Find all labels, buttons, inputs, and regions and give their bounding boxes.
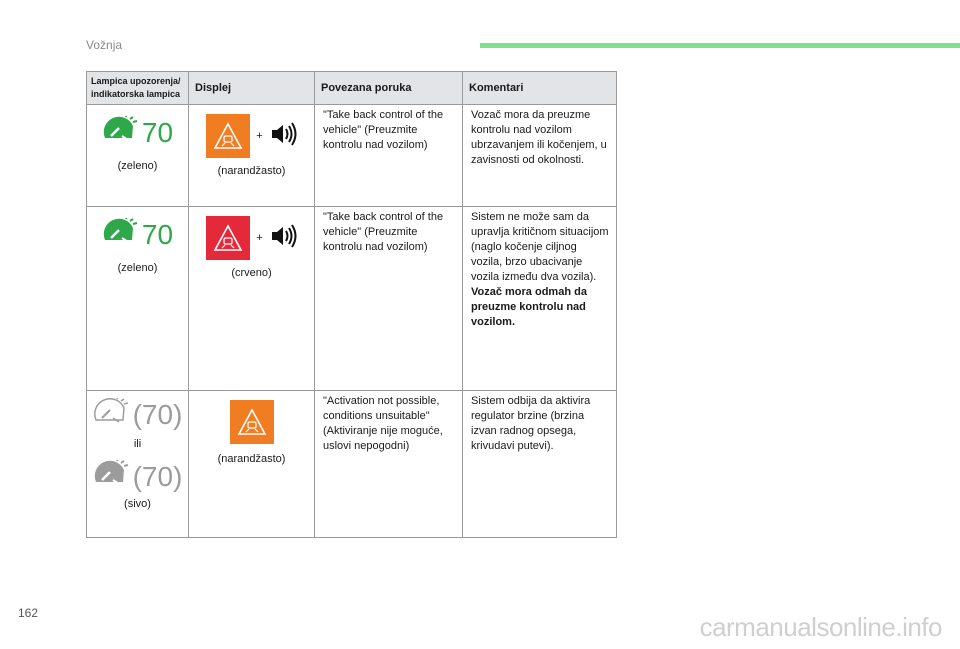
display-cell: [189, 207, 315, 391]
watermark: carmanualsonline.info: [699, 612, 942, 642]
section-divider-bar: [480, 43, 960, 48]
table-header-row: [87, 72, 617, 105]
warning-lamps-table: [86, 71, 617, 538]
plus-sign: +: [256, 129, 263, 142]
header-comments: Komentari: [463, 72, 617, 105]
speedometer-icon: [102, 116, 138, 149]
page-number: 162: [18, 606, 39, 620]
display-color-label: (narandžasto): [217, 165, 286, 177]
comment-cell: Vozač mora da preuzme kontrolu nad vozilom ubrzavanjem ili kočenjem, u zavisnosti od okolnosti.: [463, 105, 617, 207]
comment-bold-text: Vozač mora odmah da preuzme kontrolu nad vozilom.: [471, 286, 587, 328]
message-cell: "Take back control of the vehicle" (Preuzmite kontrolu nad vozilom): [315, 207, 463, 391]
header-display: Displej: [189, 72, 315, 105]
display-cell: [189, 391, 315, 538]
message-cell: "Activation not possible, conditions unsuitable" (Aktiviranje nije moguće, uslovi nepogodni): [315, 391, 463, 538]
lamp-color-label: (sivo): [124, 498, 151, 510]
display-color-label: (narandžasto): [217, 453, 286, 465]
speed-value: 70: [141, 219, 174, 250]
message-cell: "Take back control of the vehicle" (Preuzmite kontrolu nad vozilom): [315, 105, 463, 207]
speed-value: 70: [141, 117, 174, 148]
lamp-cell: [87, 391, 189, 538]
speed-value: (70): [132, 399, 183, 430]
plus-sign: +: [256, 231, 263, 244]
speedometer-icon: [93, 460, 129, 493]
header-message: Povezana poruka: [315, 72, 463, 105]
table-row: [87, 105, 617, 207]
table-row: [87, 207, 617, 391]
sound-icon: [269, 120, 297, 153]
speed-value: (70): [132, 461, 183, 492]
comment-cell: Sistem odbija da aktivira regulator brzine (brzina izvan radnog opsega, krivudavi putevi).: [463, 391, 617, 538]
lamp-color-label: (zeleno): [117, 262, 158, 274]
or-label: ili: [133, 438, 142, 450]
lane-warning-icon: [230, 400, 274, 444]
sound-icon: [269, 222, 297, 255]
speedometer-outline-icon: [93, 398, 129, 431]
lane-warning-icon: [206, 216, 250, 260]
lamp-cell: [87, 105, 189, 207]
lamp-color-label: (zeleno): [117, 160, 158, 172]
section-title: Vožnja: [86, 38, 123, 52]
header-lamp: [87, 72, 189, 105]
lamp-cell: [87, 207, 189, 391]
display-color-label: (crveno): [231, 267, 272, 279]
header-lamp-line1: Lampica upozorenja/: [91, 76, 181, 86]
display-cell: [189, 105, 315, 207]
comment-cell: [463, 207, 617, 391]
header-lamp-line2: indikatorska lampica: [91, 89, 181, 99]
lane-warning-icon: [206, 114, 250, 158]
speedometer-icon: [102, 218, 138, 251]
table-row: [87, 391, 617, 538]
comment-text: Sistem ne može sam da upravlja kritičnom situacijom (naglo kočenje ciljnog vozila, brzo ubacivanje vozila između dva vozila).: [471, 211, 609, 283]
